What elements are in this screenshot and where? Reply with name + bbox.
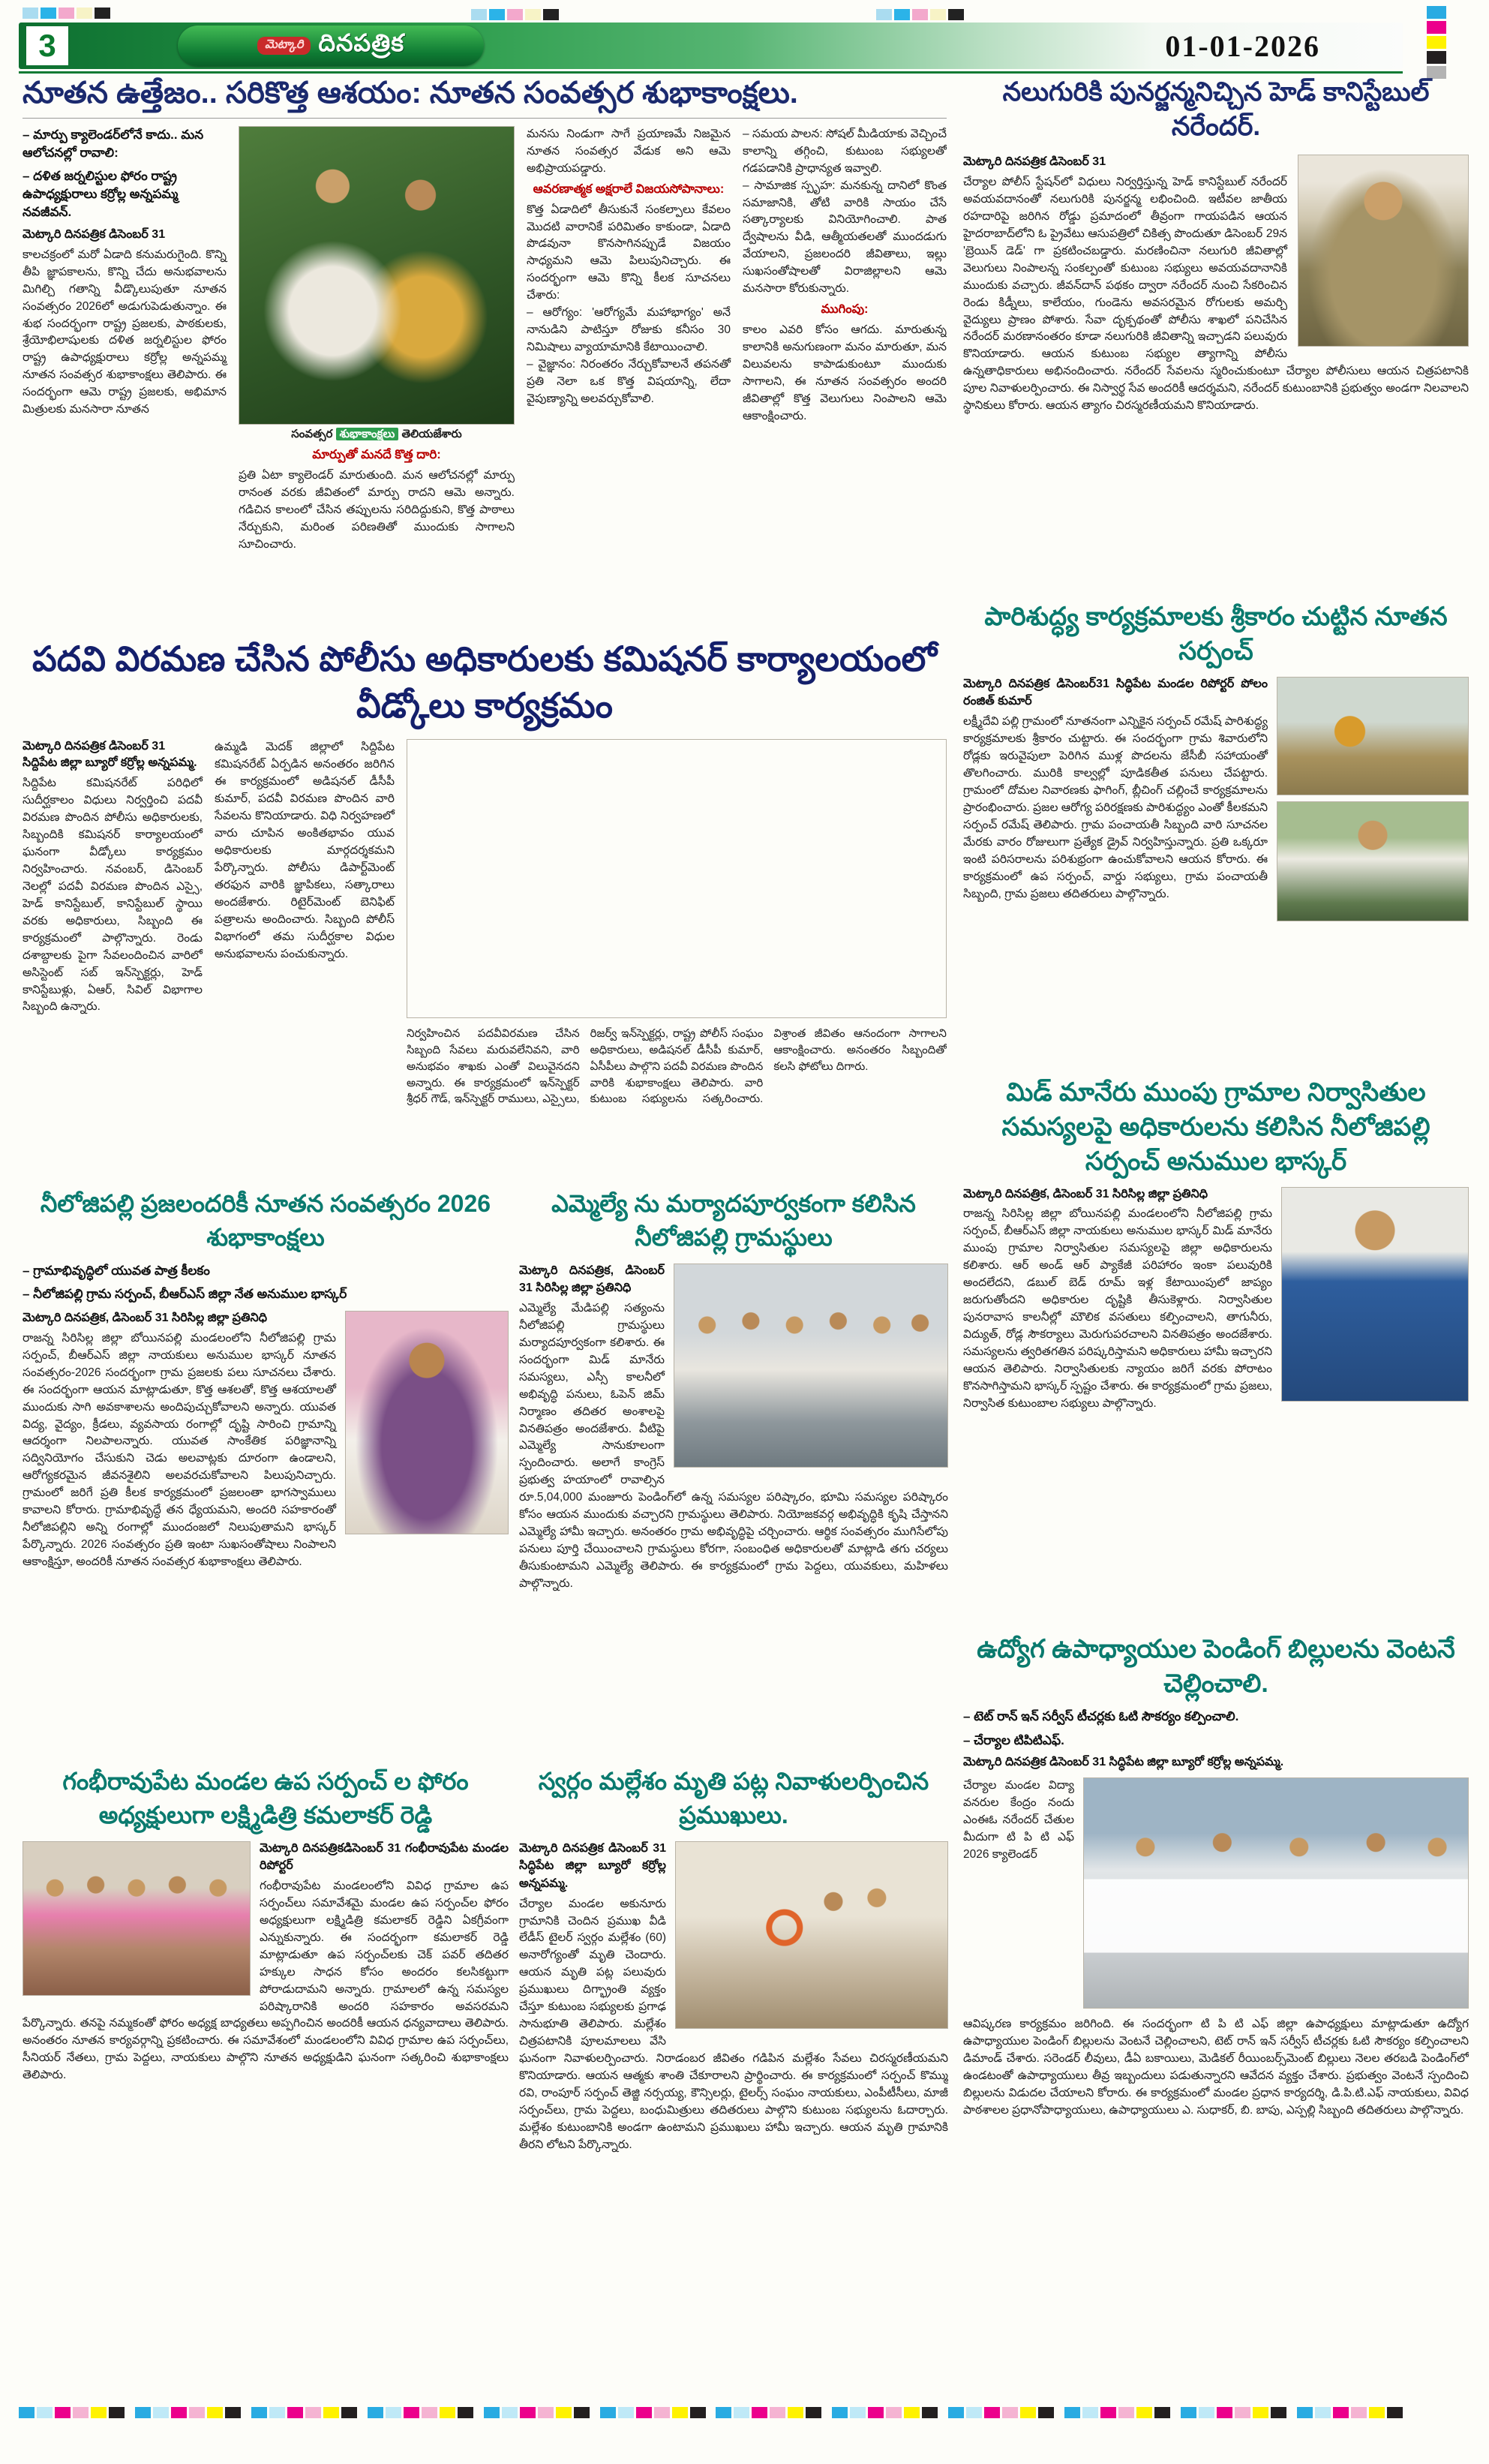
article-headline: నీలోజిపల్లి ప్రజలందరికీ నూతన సంవత్సరం 2026 శుభాకాంక్షలు: [40, 1190, 491, 1251]
registration-marks-bottom: [19, 2407, 1403, 2418]
sub-heading: మార్పుతో మనదే కొత్త దారి:: [312, 447, 441, 461]
article-body: – ఆరోగ్యం: 'ఆరోగ్యమే మహాభాగ్యం' అనే నానుడిని పాటిస్తూ రోజుకు కనీసం 30 నిమిషాలు వ్యాయామానికి కేటాయించాలి.: [527, 306, 731, 354]
article-body-wrap: [963, 675, 1469, 903]
article-body: ఎమ్మెల్యే మేడిపల్లి సత్యంను నీలోజిపల్లి గ్రామస్థులు మర్యాదపూర్వకంగా కలిశారు. ఈ సందర్భంగా మిడ్ మానేరు సమస్యలు, ఎస్సీ కాలనీలో అభివృద్ధి పనులు, ఓపెన్ జిమ్ నిర్మాణం తదితర అంశాలపై వినతిపత్రం అందజేశారు. వీటిపై ఎమ్మెల్యే సానుకూలంగా స్పందించారు. అలాగే కాంగ్రెస్ ప్రభుత్వ హయాంలో రావాల్సిన రూ.5,04,000 మంజూరు పెండింగ్‌లో ఉన్న సమస్యల పరిష్కారం, భూమి సమస్యల పరిష్కారం కోసం ఆయన ముందుకు వచ్చారని గ్రామస్థులు తెలిపారు. నియోజకవర్గ అభివృద్ధికి కృషి చేస్తానని ఎమ్మెల్యే హామీ ఇచ్చారు. అనంతరం గ్రామ అభివృద్ధిపై చర్చించారు. ఆర్థిక సంవత్సరం ముగిసేలోపు పనులు పూర్తి చేయించాలని గ్రామస్థులు కోరగా, సంబంధిత అధికారులతో మాట్లాడి తగు చర్యలు తీసుకుంటామని ఎమ్మెల్యే తెలిపారు. ఈ కార్యక్రమంలో గ్రామ పెద్దలు, యువకులు, మహిళలు పాల్గొన్నారు.: [519, 1301, 948, 1590]
article-sarpanch-forum: [23, 1765, 509, 2344]
article-column: [407, 739, 947, 1150]
deck-bullet: – నీలోజిపల్లి గ్రామ సర్పంచ్, బీఆర్ఎస్ జిల్లా నేత అనుముల భాస్కర్: [23, 1287, 347, 1302]
registration-mark-group: [600, 2407, 706, 2418]
article-column: [215, 739, 395, 1150]
dateline: మెట్కారి దినపత్రిక డిసెంబర్ 31 సిద్ధిపేట జిల్లా బ్యూరో కర్రోల్ల అన్నపమ్మ.: [519, 1841, 666, 1890]
dateline: మెట్కారి దినపత్రిక, డిసెంబర్ 31 సిరిసిల్ల జిల్లా ప్రతినిధి: [519, 1264, 665, 1295]
dateline: మెట్కారి దినపత్రిక, డిసెంబర్ 31 సిరిసిల్ల జిల్లా ప్రతినిధి: [963, 1187, 1208, 1200]
article-body: కాలచక్రంలో మరో ఏడాది కనుమరుగైంది. కొన్ని తీపి జ్ఞాపకాలను, కొన్ని చేదు అనుభవాలను మిగిల్చి గతాన్ని వీడ్కొలుపుతూ నూతన సంవత్సరం 2026లో అడుగుపెడుతున్నాం. ఈ శుభ సందర్భంగా రాష్ట్ర ప్రజలకు, పాఠకులకు, శ్రేయోభిలాషులకు దళిత జర్నలిస్టుల ఫోరం రాష్ట్ర ఉపాధ్యక్షురాలు కర్రోల్ల అన్నపమ్మ నూతన సంవత్సర శుభాకాంక్షలు తెలిపారు. ఈ సందర్భంగా ఆమె రాష్ట్ర ప్రజలకు, అభిమాన మిత్రులకు మనసారా నూతన: [23, 248, 227, 416]
article-column: [527, 126, 731, 587]
logo-script-text: మెట్కారి: [257, 37, 311, 55]
deck-bullet: – గ్రామాభివృద్ధిలో యువత పాత్ర కీలకం: [23, 1263, 210, 1278]
deck-bullet: – టెట్ రాన్ ఇన్ సర్వీస్ టీచర్లకు ఓటి సౌకర్యం కల్పించాలి.: [963, 1708, 1239, 1723]
page-number: 3: [26, 26, 68, 65]
retirement-group-photo: [407, 739, 947, 1018]
article-body: ప్రతి ఏటా క్యాలెండర్ మారుతుంది. మన ఆలోచనల్లో మార్పు రానంత వరకు జీవితంలో మార్పు రాదని ఆమె అన్నారు. గడిచిన కాలంలో చేసిన తప్పులను సరిదిద్దుకుని, కొత్త పాఠాలు నేర్చుకుని, మరింత పరిణతితో ముందుకు సాగాలని సూచించారు.: [239, 468, 515, 551]
registration-mark-group: [1181, 2407, 1286, 2418]
article-body: లక్ష్మీదేవి పల్లి గ్రామంలో నూతనంగా ఎన్నికైన సర్పంచ్ రమేష్ పారిశుద్ధ్య కార్యక్రమాలకు శ్రీకారం చుట్టారు. ఈ సందర్భంగా గ్రామ శివారులోని రోడ్లకు ఇరువైపులా పెరిగిన ముళ్ల పొదలను జేసీబీ సహాయంతో తొలగించారు. మురికి కాల్వల్లో పూడికతీత పనులు చేపట్టారు. గ్రామంలో దోమల నివారణకు ఫాగింగ్, బ్లీచింగ్ చల్లించే కార్యక్రమాలను ప్రారంభించారు. ప్రజల ఆరోగ్య పరిరక్షణకు పారిశుద్ధ్యం ఎంతో కీలకమని సర్పంచ్ రమేష్ తెలిపారు. గ్రామ పంచాయతీ సిబ్బంది వారి సూచనల మేరకు వారం రోజులుగా ప్రత్యేక డ్రైవ్ నిర్వహిస్తున్నారు. ప్రతి ఒక్కరూ ఇంటి పరిసరాలను పరిశుభ్రంగా ఉంచుకోవాలని ఆయన కోరారు. ఈ కార్యక్రమంలో ఉప సర్పంచ్, వార్డు సభ్యులు, గ్రామ పంచాయతీ సిబ్బంది, గ్రామ ప్రజలు తదితరులు పాల్గొన్నారు.: [963, 715, 1268, 900]
registration-mark-group: [484, 2407, 590, 2418]
article-body-wrap: [23, 1840, 509, 2085]
caption-word: తెలియజేశారు: [401, 427, 462, 440]
registration-mark-group: [19, 2407, 125, 2418]
article-police-retirement: [23, 636, 947, 1178]
sub-heading: ముగింపు:: [821, 302, 869, 317]
logo-title-text: దినపత్రిక: [318, 29, 405, 56]
registration-mark-group: [1297, 2407, 1403, 2418]
article-body: సిద్దిపేట కమిషనరేట్ పరిధిలో సుదీర్ఘకాలం విధులు నిర్వర్తించి పదవీ విరమణ పొందిన పోలీసు అధికారులకు, సిబ్బందికి కమిషనర్ కార్యాలయంలో ఘనంగా వీడ్కోలు కార్యక్రమం నిర్వహించారు. నవంబర్, డిసెంబర్ నెలల్లో పదవీ విరమణ పొందిన ఎస్సై, హెడ్ కానిస్టేబుల్, కానిస్టేబుల్ స్థాయి వరకు అధికారులు, సిబ్బంది ఈ కార్యక్రమంలో పాల్గొన్నారు. రెండు దశాబ్దాలకు పైగా సేవలందించిన వారిలో అసిస్టెంట్ సబ్ ఇన్‌స్పెక్టర్లు, హెడ్ కానిస్టేబుళ్లు, ఏఆర్, సివిల్ విభాగాల సిబ్బంది ఉన్నారు.: [23, 777, 203, 1014]
article-pending-bills: [963, 1633, 1469, 2387]
sub-heading: ఆవరణాత్మక అక్షరాలే విజయసోపానాలు:: [533, 182, 725, 196]
article-headline: ఎమ్మెల్యే ను మర్యాదపూర్వకంగా కలిసిన నీలోజిపల్లి గ్రామస్థులు: [551, 1190, 916, 1251]
registration-mark-group: [716, 2407, 821, 2418]
article-headline: పదవి విరమణ చేసిన పోలీసు అధికారులకు కమిషనర్ కార్యాలయంలో వీడ్కోలు కార్యక్రమం: [32, 639, 937, 725]
jcb-roadwork-photo: [1277, 677, 1469, 795]
article-body: ఉమ్మడి మెదక్ జిల్లాలో సిద్దిపేట కమిషనరేట్ ఏర్పడిన అనంతరం జరిగిన ఈ కార్యక్రమంలో అడిషనల్ డీసీపీ కుమార్, పదవీ విరమణ పొందిన వారి సేవలను కొనియాడారు. విధి నిర్వహణలో వారు చూపిన అంకితభావం యువ అధికారులకు మార్గదర్శకమని పేర్కొన్నారు. పోలీసు డిపార్ట్‌మెంట్ తరఫున వారికి జ్ఞాపికలు, సత్కారాలు అందజేశారు. రిటైర్‌మెంట్ బెనిఫిట్ పత్రాలను అందించారు. సిబ్బంది పోలీస్ విభాగంలో తమ సుదీర్ఘకాల విధుల అనుభవాలను పంచుకున్నారు.: [215, 741, 395, 960]
deck-bullet: – చేర్యాల టిపిటిఎఫ్.: [963, 1732, 1064, 1747]
photo-stack: [1277, 677, 1469, 921]
article-new-year-wishes: [23, 75, 947, 632]
article-sanitation-drive: [963, 600, 1469, 1071]
article-body: మనసు నిండుగా సాగే ప్రయాణమే నిజమైన నూతన సంవత్సర వేడుక అని ఆమె అభిప్రాయపడ్డారు.: [527, 127, 731, 175]
article-column: [23, 739, 203, 1150]
registration-mark-group: [832, 2407, 938, 2418]
masthead-rule: [19, 71, 1403, 74]
registration-marks-top-left: [23, 8, 110, 19]
forum-group-photo: [23, 1841, 251, 1996]
registration-mark-group: [1064, 2407, 1170, 2418]
article-head-constable: [963, 75, 1469, 600]
article-headline: నలుగురికి పునర్జన్మనిచ్చిన హెడ్ కానిస్టేబుల్ నరేందర్.: [1002, 77, 1430, 142]
dateline: మెట్కారి దినపత్రికడిసెంబర్ 31 గంభీరావుపేట మండల రిపోర్టర్: [260, 1841, 509, 1873]
registration-marks-top-right: [876, 9, 964, 20]
registration-mark-group: [948, 2407, 1054, 2418]
article-body: చేర్యాల మండల విద్యా వనరుల కేంద్రం నందు ఎంఈఓ నరేందర్ చేతుల మీదుగా టి పి టి ఎఫ్ 2026 క్యాలెండర్: [963, 1779, 1074, 1862]
dateline: మెట్కారి దినపత్రిక డిసెంబర్ 31: [963, 155, 1106, 169]
registration-marks-top-center: [471, 9, 559, 20]
garlanded-couple-photo: [239, 126, 515, 425]
article-mla-meeting: [519, 1187, 948, 1759]
article-body: చేర్యాల మండల అకునూరు గ్రామానికి చెందిన ప్రముఖ వీడి లేడీస్ టైలర్ స్వర్గం మల్లేశం (60) అనారోగ్యంతో మృతి చెందారు. ఆయన మృతి పట్ల పలువురు ప్రముఖులు దిగ్భ్రాంతి వ్యక్తం చేస్తూ కుటుంబ సభ్యులకు ప్రగాఢ సానుభూతి తెలిపారు. మల్లేశం చిత్రపటానికి పూలమాలలు వేసి ఘనంగా నివాళులర్పించారు. నిరాడంబర జీవితం గడిపిన మల్లేశం సేవలు చిరస్మరణీయమని కొనియాడారు. ఆయన ఆత్మకు శాంతి చేకూరాలని ప్రార్థించారు. ఈ కార్యక్రమంలో సర్పంచ్ కొమ్ము రవి, రాంపూర్ సర్పంచ్ తెజ్జి నర్సయ్య, కౌన్సిలర్లు, టైలర్స్ సంఘం నాయకులు, ఎంపీటీసీలు, మాజీ సర్పంచ్‌లు, గ్రామ పెద్దలు, బంధుమిత్రులు తదితరులు పాల్గొని కుటుంబ సభ్యులను ఓదార్చారు. మల్లేశం కుటుంబానికి అండగా ఉంటామని ప్రముఖులు హామీ ఇచ్చారు. ఆయన మృతి గ్రామానికి తీరని లోటని పేర్కొన్నారు.: [519, 1897, 948, 2151]
sarpanch-portrait-photo: [1277, 801, 1469, 921]
newspaper-logo: [178, 26, 484, 66]
article-column: [23, 126, 227, 587]
article-headline: మిడ్ మానేరు ముంపు గ్రామాల నిర్వాసితుల సమస్యలపై అధికారులను కలిసిన నీలోజిపల్లి సర్పంచ్ అనుముల భాస్కర్: [1001, 1078, 1430, 1176]
deck-bullet: – మార్పు క్యాలెండర్‌లోనే కాదు.. మన ఆలోచనల్లో రావాలి:: [23, 127, 204, 160]
registration-mark-group: [135, 2407, 241, 2418]
calendar-release-photo: [1083, 1777, 1469, 2009]
article-tribute-malleesham: [519, 1765, 948, 2381]
deck-bullet: – దళిత జర్నలిస్టుల ఫోరం రాష్ట్ర ఉపాధ్యక్షురాలు కర్రోల్ల అన్నపమ్మ నవజీవన్.: [23, 169, 179, 219]
police-officer-photo: [1298, 155, 1469, 347]
mla-meeting-group-photo: [674, 1264, 948, 1468]
masthead-band: [19, 23, 1403, 69]
dateline: మెట్కారి దినపత్రిక డిసెంబర్ 31 సిద్ధిపేట జిల్లా బ్యూరో కర్రోల్ల అన్నపమ్మ.: [963, 1756, 1284, 1769]
article-body: నిర్వహించిన పదవీవిరమణ చేసిన సిబ్బంది సేవలు మరువలేనివని, వారి అనుభవం శాఖకు ఎంతో విలువైనదని అన్నారు. ఈ కార్యక్రమంలో ఇన్‌స్పెక్టర్ శ్రీధర్ గౌడ్, ఇన్‌స్పెక్టర్ రాములు, ఎస్సైలు, రిజర్వ్ ఇన్‌స్పెక్టర్లు, రాష్ట్ర పోలీస్ సంఘం అధికారులు, అడిషనల్ డీసీపీ కుమార్, ఏసీపీలు పాల్గొని పదవీ విరమణ పొందిన వారికి శుభాకాంక్షలు తెలిపారు. వారి కుటుంబ సభ్యులను సత్కరించారు. విశ్రాంత జీవితం ఆనందంగా సాగాలని ఆకాంక్షించారు. అనంతరం సిబ్బందితో కలసి ఫోటోలు దిగారు.: [407, 1027, 947, 1106]
article-nilojipalli-wishes: [23, 1187, 509, 1759]
article-body-wrap: [963, 1185, 1469, 1413]
article-headline: నూతన ఉత్తేజం.. సరికొత్త ఆశయం: నూతన సంవత్సర శుభాకాంక్షలు.: [23, 75, 947, 119]
article-body-wrap: [519, 1840, 948, 2154]
registration-marks-right-strip: [1427, 6, 1446, 79]
dateline: మెట్కారి దినపత్రిక, డిసెంబర్ 31 సిరిసిల్ల జిల్లా ప్రతినిధి: [23, 1312, 268, 1325]
tribute-garland-photo: [675, 1841, 948, 2029]
article-body: ఆవిష్కరణ కార్యక్రమం జరిగింది. ఈ సందర్భంగా టి పి టి ఎఫ్ జిల్లా ఉపాధ్యక్షులు మాట్లాడుతూ ఉద్యోగ ఉపాధ్యాయుల పెండింగ్ బిల్లులను వెంటనే చెల్లించాలని, టెట్ రాన్ ఇన్ సర్వీస్ టీచర్లకు ఓటి సౌకర్యం కల్పించాలని డిమాండ్ చేశారు. సరెండర్ లీవులు, డీఏ బకాయిలు, మెడికల్ రీయింబర్స్‌మెంట్ బిల్లులు నెలల తరబడి పెండింగ్‌లో ఉండటంతో ఉపాధ్యాయులు తీవ్ర ఇబ్బందులు పడుతున్నారని ఆవేదన వ్యక్తం చేశారు. ప్రభుత్వం వెంటనే స్పందించి బిల్లులను విడుదల చేయాలని కోరారు. ఈ కార్యక్రమంలో మండల ప్రధాన కార్యదర్శి, డి.పి.టి.ఎఫ్ నాయకులు, వివిధ పాఠశాలల ప్రధానోపాధ్యాయులు, ఉపాధ్యాయులు ఎ. సుధాకర్, బి. బాపు, ఎస్పల్లి సిబ్బంది తదితరులు పాల్గొన్నారు.: [963, 2018, 1469, 2117]
article-headline: స్వర్గం మల్లేశం మృతి పట్ల నివాళులర్పించిన ప్రముఖులు.: [538, 1768, 929, 1828]
article-body: చేర్యాల పోలీస్ స్టేషన్‌లో విధులు నిర్వర్తిస్తున్న హెడ్ కానిస్టేబుల్ నరేందర్ అవయవదానంతో నలుగురికి పునర్జన్మ లభించింది. ఇటీవల జాతీయ రహదారిపై జరిగిన రోడ్డు ప్రమాదంలో తీవ్రంగా గాయపడిన ఆయన హైదరాబాద్‌లోని ఓ ప్రైవేటు ఆసుపత్రిలో చికిత్స పొందుతూ డిసెంబర్ 29న 'బ్రెయిన్ డెడ్' గా ప్రకటించబడ్డారు. మరణించినా నలుగురి జీవితాల్లో వెలుగులు నింపాలన్న సంకల్పంతో కుటుంబ సభ్యులు అవయవదానానికి ముందుకు వచ్చారు. జీవన్‌దాన్ పథకం ద్వారా నరేందర్ నుంచి సేకరించిన రెండు కిడ్నీలు, కాలేయం, గుండెను అవసరమైన రోగులకు అమర్చి వైద్యులు ప్రాణం పోశారు. సేవా దృక్పథంతో పోలీసు శాఖలో పనిచేసిన నరేందర్ మరణానంతరం కూడా నలుగురికి జీవితాన్ని ఇచ్చాడని పలువురు కొనియాడారు. ఆయన కుటుంబ సభ్యుల త్యాగాన్ని పోలీసు ఉన్నతాధికారులు అభినందించారు. నరేందర్ సేవలను స్మరించుకుంటూ చేర్యాల పోలీసులు ఆయన చిత్రపటానికి పూల నివాళులర్పించారు. ఈ నిస్వార్థ సేవ అందరికీ ఆదర్శమని, నరేందర్ కుటుంబానికి ప్రభుత్వం అండగా నిలవాలని స్థానికులు కోరారు. ఆయన త్యాగం చిరస్మరణీయమని కొనియాడారు.: [963, 176, 1469, 413]
article-body: రాజన్న సిరిసిల్ల జిల్లా బోయినపల్లి మండలంలోని నీలోజిపల్లి గ్రామ సర్పంచ్, బీఆర్ఎస్ జిల్లా నాయకులు అనుముల భాస్కర్ నూతన సంవత్సరం-2026 సందర్భంగా గ్రామ ప్రజలకు పలు సూచనలు చేశారు. ఈ సందర్భంగా ఆయన మాట్లాడుతూ, కొత్త ఆశలతో, కొత్త ఆశయాలతో ముందుకు సాగి అవకాశాలను అందిపుచ్చుకోవాలని అన్నారు. యువత విద్య, వైద్యం, క్రీడలు, వ్యవసాయ రంగాల్లో దృష్టి సారించి గ్రామాన్ని ఆదర్శంగా నిలపాలన్నారు. యువత సాంకేతిక పరిజ్ఞానాన్ని సద్వినియోగం చేసుకుని చెడు అలవాట్లకు దూరంగా ఉండాలని, ఆరోగ్యకరమైన జీవనశైలిని అలవరచుకోవాలని పిలుపునిచ్చారు. గ్రామంలో జరిగే ప్రతి కీలక కార్యక్రమంలో ప్రజలంతా భాగస్వాములు కావాలని కోరారు. గ్రామాభివృద్ధే తన ధ్యేయమని, అందరి సహకారంతో నీలోజిపల్లిని అన్ని రంగాల్లో ముందంజలో నిలుపుతామని భాస్కర్ పేర్కొన్నారు. 2026 సంవత్సరం ప్రతి ఇంటా సుఖసంతోషాలు నింపాలని ఆకాంక్షిస్తూ, అందరికీ నూతన సంవత్సర శుభాకాంక్షలు తెలిపారు.: [23, 1331, 336, 1569]
article-body: గంభీరావుపేట మండలంలోని వివిధ గ్రామాల ఉప సర్పంచ్‌లు సమావేశమై మండల ఉప సర్పంచ్‌ల ఫోరం అధ్యక్షులుగా లక్ష్మిడిత్రి కమలాకర్ రెడ్డిని ఏకగ్రీవంగా ఎన్నుకున్నారు. ఈ సందర్భంగా కమలాకర్ రెడ్డి మాట్లాడుతూ ఉప సర్పంచ్‌లకు చెక్ పవర్ తదితర హక్కుల సాధన కోసం అందరం కలసికట్టుగా పోరాడుదామని అన్నారు. గ్రామాలలో ఉన్న సమస్యల పరిష్కారానికి అందరి సహకారం అవసరమని పేర్కొన్నారు. తనపై నమ్మకంతో ఫోరం అధ్యక్ష బాధ్యతలు అప్పగించిన అందరికీ ఆయన ధన్యవాదాలు తెలిపారు. అనంతరం నూతన కార్యవర్గాన్ని ప్రకటించారు. ఈ సమావేశంలో మండలంలోని వివిధ గ్రామాల ఉప సర్పంచ్‌లు, సీనియర్ నేతలు, గ్రామ పెద్దలు, నాయకులు పాల్గొని నూతన అధ్యక్షుడిని ఘనంగా సత్కరించి శుభాకాంక్షలు తెలిపారు.: [23, 1879, 509, 2082]
dateline: మెట్కారి దినపత్రిక డిసెంబర్31 సిద్ధిపేట మండల రిపోర్టర్ పోలం రంజిత్ కుమార్: [963, 677, 1268, 708]
caption-word: సంవత్సర: [291, 427, 333, 440]
sarpanch-bhaskar-photo: [1281, 1187, 1469, 1402]
registration-mark-group: [368, 2407, 473, 2418]
article-column: [743, 126, 947, 587]
article-body: – సామాజిక స్పృహ: మనకున్న దానిలో కొంత సమాజానికి, తోటి వారికి సాయం చేసే సత్కార్యాలకు వినియోగించాలి. పాత ద్వేషాలను వీడి, ఆత్మీయతలతో ముందడుగు వేయాలని, ప్రజలందరి జీవితాలు, ఇల్లు సుఖసంతోషాలతో విరాజిల్లాలని ఆమె మనసారా కోరుకున్నారు.: [743, 179, 947, 296]
namaste-man-photo: [345, 1311, 509, 1534]
article-mid-maneru: [963, 1076, 1469, 1628]
article-body: కొత్త ఏడాదిలో తీసుకునే సంకల్పాలు కేవలం మొదటి వారానికే పరిమితం కాకుండా, ఏడాది పొడవునా కొనసాగినప్పుడే విజయం సాధ్యమని ఆమె పిలుపునిచ్చారు. ఈ సందర్భంగా ఆమె కొన్ని కీలక సూచనలు చేశారు:: [527, 203, 731, 302]
article-body-wrap: [519, 1262, 948, 1593]
dateline: మెట్కారి దినపత్రిక డిసెంబర్ 31: [23, 227, 166, 241]
article-body: రాజన్న సిరిసిల్ల జిల్లా బోయినపల్లి మండలంలోని నీలోజిపల్లి గ్రామ సర్పంచ్, బీఆర్ఎస్ జిల్లా నాయకులు అనుముల భాస్కర్ మిడ్ మానేరు ముంపు గ్రామాల నిర్వాసితుల సమస్యలపై జిల్లా అధికారులను కలిశారు. ఆర్ అండ్ ఆర్ ప్యాకేజీ పరిహారం ఇంకా పలువురికి అందలేదని, డబుల్ బెడ్ రూమ్ ఇళ్ల కేటాయింపులో జాప్యం జరుగుతోందని అధికారుల దృష్టికి తీసుకెళ్లారు. నిర్వాసితుల పునరావాస కాలనీల్లో మౌలిక వసతులు కల్పించాలని, తాగునీరు, విద్యుత్, రోడ్ల సౌకర్యాలు మెరుగుపరచాలని వినతిపత్రం అందజేశారు. సమస్యలను త్వరితగతిన పరిష్కరిస్తామని అధికారులు హామీ ఇచ్చారని ఆయన తెలిపారు. నిర్వాసితులకు న్యాయం జరిగే వరకు పోరాటం కొనసాగిస్తామని భాస్కర్ స్పష్టం చేశారు. ఈ కార్యక్రమంలో గ్రామ ప్రజలు, నిర్వాసిత కుటుంబాల సభ్యులు పాల్గొన్నారు.: [963, 1207, 1272, 1410]
dateline: మెట్కారి దినపత్రిక డిసెంబర్ 31 సిద్దిపేట జిల్లా బ్యూరో కర్రోల్ల అన్నపమ్మ.: [23, 740, 197, 770]
registration-mark-group: [251, 2407, 357, 2418]
article-headline: గంభీరావుపేట మండల ఉప సర్పంచ్ ల ఫోరం అధ్యక్షులుగా లక్ష్మిడిత్రి కమలాకర్ రెడ్డి: [62, 1768, 469, 1828]
article-body: – వైజ్ఞానం: నిరంతరం నేర్చుకోవాలనే తపనతో ప్రతి నెలా ఒక కొత్త విషయాన్ని, లేదా వైపుణ్యాన్ని అలవర్చుకోవాలి.: [527, 358, 731, 405]
article-headline: పారిశుద్ధ్య కార్యక్రమాలకు శ్రీకారం చుట్టిన నూతన సర్పంచ్: [984, 602, 1448, 666]
article-headline: ఉద్యోగ ఉపాధ్యాయుల పెండింగ్ బిల్లులను వెంటనే చెల్లించాలి.: [977, 1635, 1455, 1698]
article-column: [239, 126, 515, 587]
article-body: – సమయ పాలన: సోషల్ మీడియాకు వెచ్చించే కాలాన్ని తగ్గించి, కుటుంబ సభ్యులతో గడపడానికి ప్రాధాన్యత ఇవ్వాలి.: [743, 127, 947, 175]
article-body-wrap: [23, 1309, 509, 1571]
article-body: కాలం ఎవరి కోసం ఆగదు. మారుతున్న కాలానికి అనుగుణంగా మనం మారుతూ, మన విలువలను కాపాడుకుంటూ ముందుకు సాగాలని, ఈ నూతన సంవత్సరం అందరి జీవితాల్లో కొత్త వెలుగులు నింపాలని ఆమె ఆకాంక్షించారు.: [743, 323, 947, 422]
photo-caption: [239, 428, 515, 443]
article-body-wrap: [963, 153, 1469, 415]
edition-date: 01-01-2026: [1165, 29, 1320, 63]
caption-word-highlight: శుభాకాంక్షలు: [336, 428, 399, 440]
